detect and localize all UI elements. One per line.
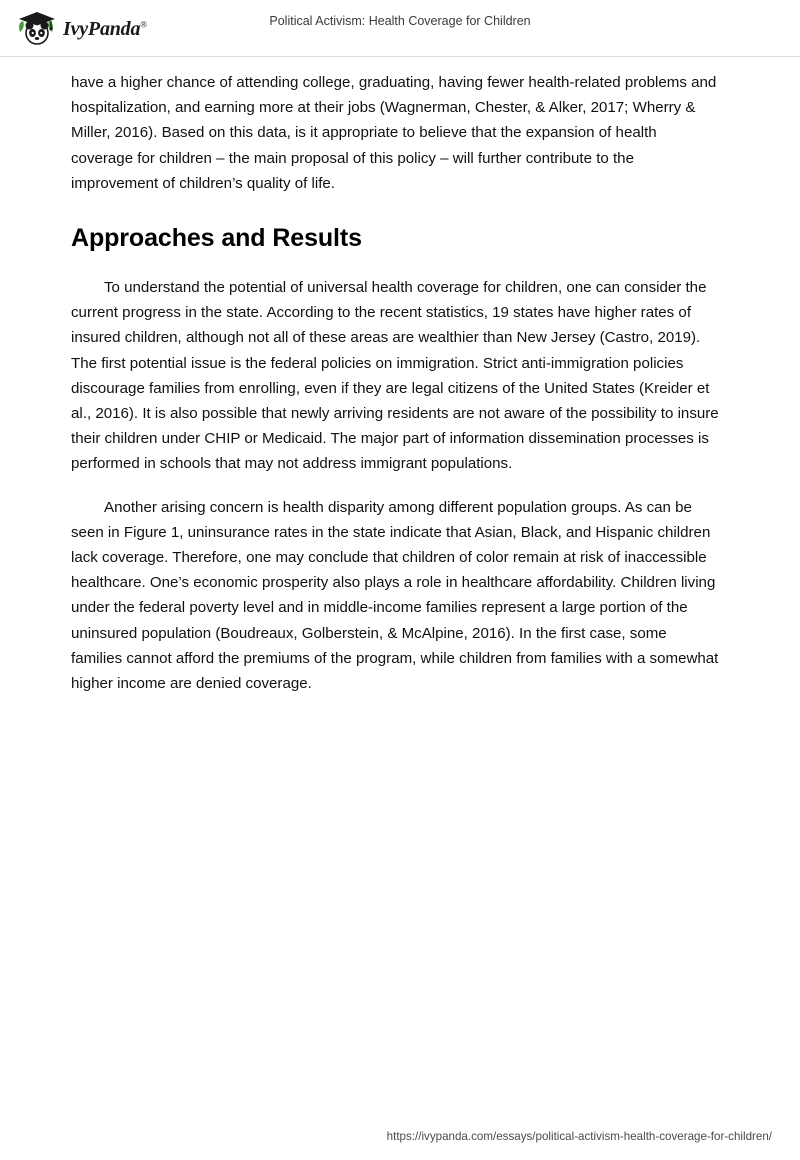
header-divider	[0, 56, 800, 57]
page-header	[0, 0, 800, 56]
paragraph-continued: have a higher chance of attending college, graduating, having fewer health-related problems and hospitalization, and earning more at their jobs (Wagnerman, Chester, & Alker, 2017; Wherry & Miller, 2016). Based on this data, is it appropriate to believe that the expansion of health coverage for children – the main proposal of this policy – will further contribute to the improvement of children’s quality of life.	[71, 74, 717, 192]
source-url-link[interactable]: https://ivypanda.com/essays/political-activism-health-coverage-for-children/	[386, 1130, 772, 1143]
registered-mark: ®	[140, 18, 147, 29]
paragraph-approaches-2: Another arising concern is health disparity among different population groups. As can be seen in Figure 1, uninsurance rates in the state indicate that Asian, Black, and Hispanic children lack coverage. Therefore, one may conclude that children of color remain at risk of inaccessible healthcare. One’s economic prosperity also plays a role in healthcare affordability. Children living under the federal poverty level and in middle-income families represent a large portion of the uninsured population (Boudreaux, Golberstein, & McAlpine, 2016). In the first case, some families cannot afford the premiums of the program, while children from families with a somewhat higher income are denied coverage.	[71, 498, 719, 693]
site-name-text: IvyPanda	[63, 17, 141, 40]
paragraph-approaches-1: To understand the potential of universal health coverage for children, one can consider the current progress in the state. According to the recent statistics, 19 states have higher rates of insured children, although not all of these areas are wealthier than New Jersey (Castro, 2019). The first potential issue is the federal policies on immigration. Strict anti-immigration policies discourage families from enrolling, even if they are legal citizens of the United States (Kreider et al., 2016). It is also possible that newly arriving residents are not aware of the possibility to insure their children under CHIP or Medicaid. The major part of information dissemination processes is performed in schools that may not address immigrant populations.	[71, 279, 719, 473]
page-footer	[0, 1130, 800, 1143]
document-title: Political Activism: Health Coverage for Children	[269, 14, 531, 28]
document-body	[71, 70, 719, 714]
section-heading: Approaches and Results	[71, 224, 362, 253]
